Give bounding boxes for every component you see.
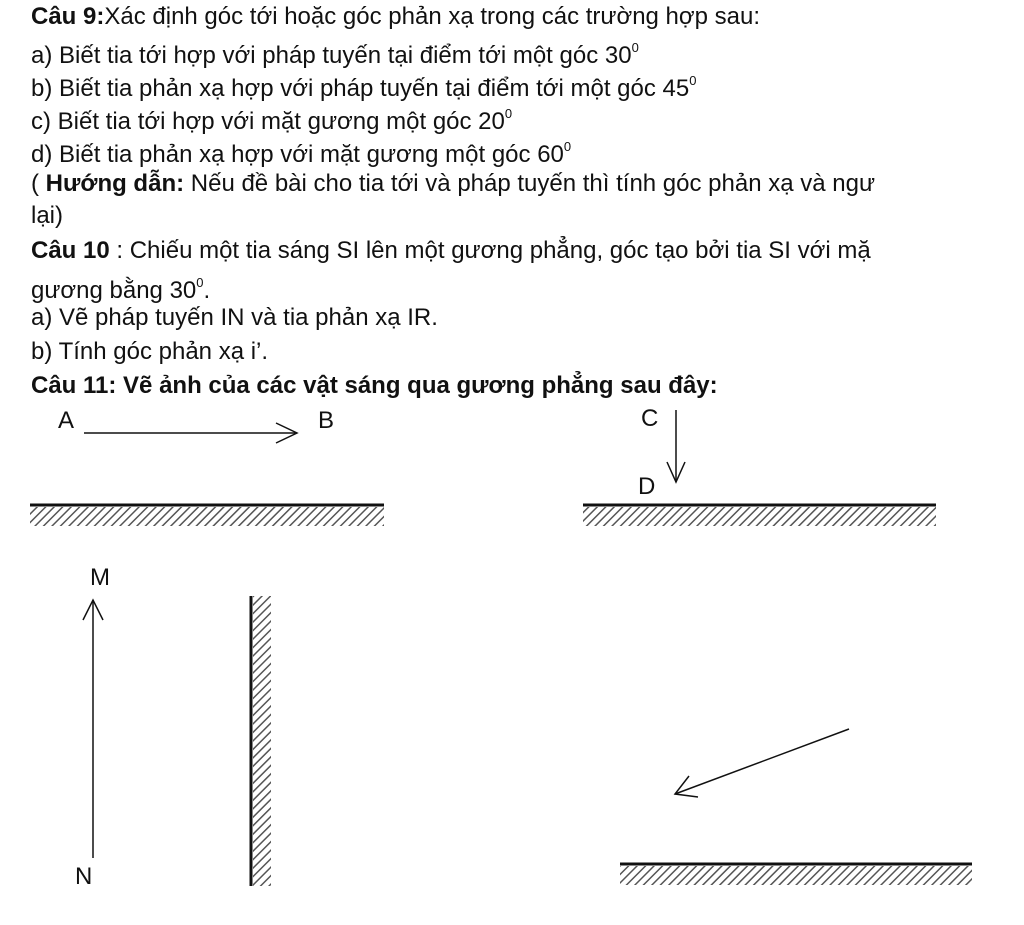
degree-mark: 0 <box>196 275 204 290</box>
object-ab-arrow <box>84 423 297 443</box>
degree-mark: 0 <box>689 73 697 88</box>
q10-end: . <box>203 277 211 304</box>
hint-cont-text: lại) <box>31 202 64 229</box>
degree-mark: 0 <box>563 139 572 154</box>
q11-heading: Câu 11: Vẽ ảnh của các vật sáng qua gương phẳng sau đây: <box>31 372 718 399</box>
mirror-1 <box>30 505 384 526</box>
label-b: B <box>318 407 335 434</box>
hint-heading: Hướng dẫn: <box>45 170 185 197</box>
q9-item-a-text: a) Biết tia tới hợp với pháp tuyến tại điểm tới một góc 30 <box>31 42 632 69</box>
q9-item-c-text: c) Biết tia tới hợp với mặt gương một góc 20 <box>31 108 505 135</box>
object-cd-arrow <box>667 410 685 482</box>
q9-item-d-text: d) Biết tia phản xạ hợp với mặt gương một góc 60 <box>31 141 564 168</box>
degree-mark: 0 <box>631 40 639 55</box>
object-mn-arrow <box>83 600 103 858</box>
degree-mark: 0 <box>504 106 513 121</box>
q10-item-a-text: a) Vẽ pháp tuyến IN và tia phản xạ IR. <box>31 304 438 331</box>
mirror-4 <box>620 864 972 885</box>
label-n: N <box>75 863 93 890</box>
q9-item-b-text: b) Biết tia phản xạ hợp với pháp tuyến tại điểm tới một góc 45 <box>31 75 690 102</box>
q10-heading: Câu 10 <box>31 237 110 264</box>
mirror-3-vertical <box>251 596 271 886</box>
hint-text: Nếu đề bài cho tia tới và pháp tuyến thì tính góc phản xạ và ngư <box>184 170 876 197</box>
label-c: C <box>641 405 659 432</box>
label-a: A <box>58 407 75 434</box>
q9-heading: Câu 9: <box>31 3 105 30</box>
label-m: M <box>90 564 110 591</box>
mirror-2 <box>583 505 936 526</box>
label-d: D <box>638 473 656 500</box>
q10-item-b-text: b) Tính góc phản xạ i’. <box>31 338 269 365</box>
hint-open: ( <box>31 170 46 197</box>
oblique-arrow <box>675 729 849 797</box>
q10-text: : Chiếu một tia sáng SI lên một gương phẳng, góc tạo bởi tia SI với mặ <box>109 237 871 264</box>
q10-text2: gương bằng 30 <box>31 277 197 304</box>
q9-text: Xác định góc tới hoặc góc phản xạ trong các trường hợp sau: <box>104 3 761 30</box>
